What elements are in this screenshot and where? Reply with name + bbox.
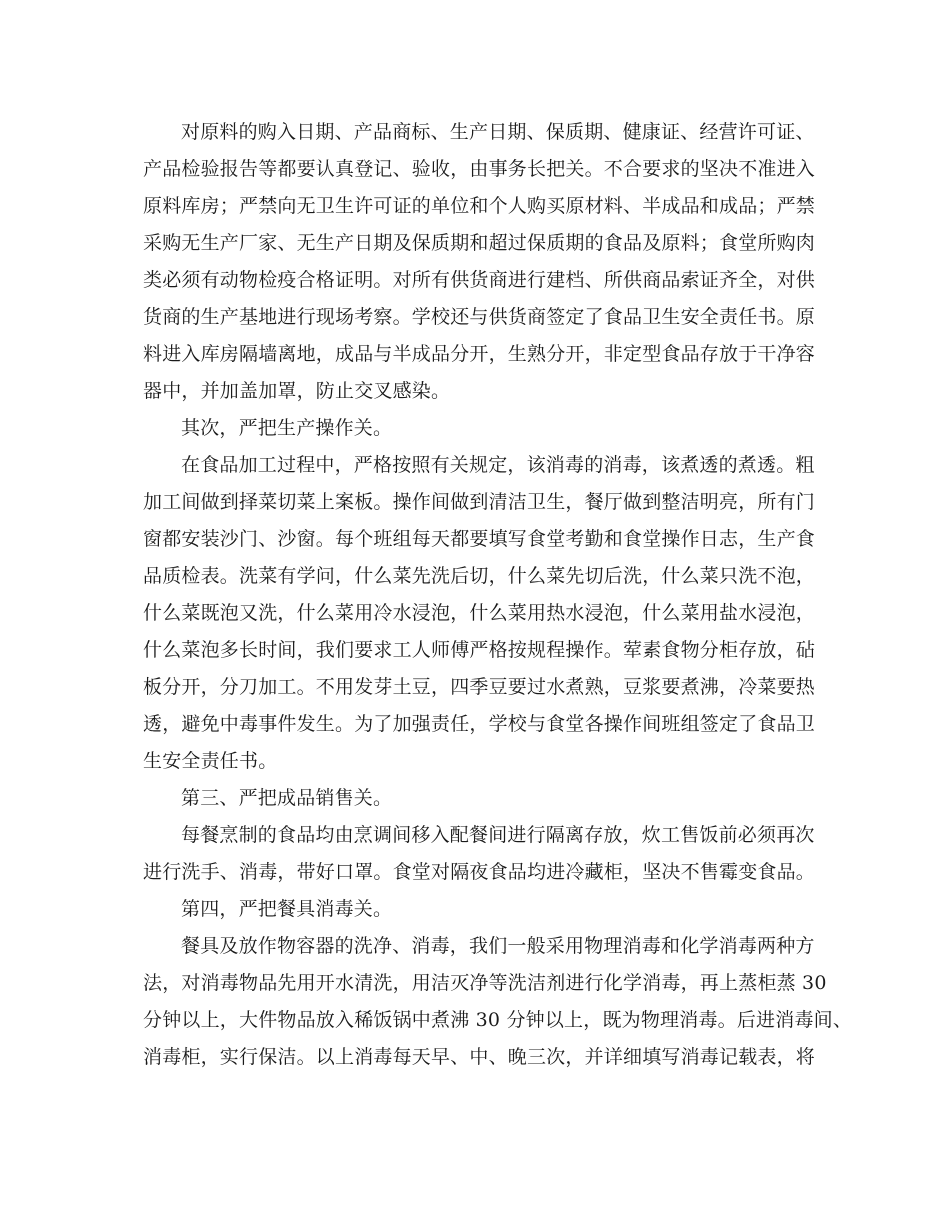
paragraph-line: 生安全责任书。 (143, 750, 278, 772)
paragraph-line: 什么菜泡多长时间，我们要求工人师傅严格按规程操作。荤素食物分柜存放，砧 (143, 639, 816, 661)
paragraph-line: 品质检表。洗菜有学问，什么菜先洗后切，什么菜先切后洗，什么菜只洗不泡， (143, 565, 816, 587)
section-heading: 第三、严把成品销售关。 (181, 787, 393, 809)
paragraph-line: 加工间做到择菜切菜上案板。操作间做到清洁卫生，餐厅做到整洁明亮，所有门 (143, 491, 816, 513)
paragraph-line: 产品检验报告等都要认真登记、验收，由事务长把关。不合要求的坚决不准进入 (143, 158, 816, 180)
paragraph-line: 在食品加工过程中，严格按照有关规定，该消毒的消毒，该煮透的煮透。粗 (181, 454, 815, 476)
paragraph-line: 进行洗手、消毒，带好口罩。食堂对隔夜食品均进冷藏柜，坚决不售霉变食品。 (143, 861, 816, 883)
section-heading: 其次，严把生产操作关。 (181, 417, 393, 439)
paragraph-line: 对原料的购入日期、产品商标、生产日期、保质期、健康证、经营许可证、 (181, 121, 815, 143)
paragraph-line: 类必须有动物检疫合格证明。对所有供货商进行建档、所供商品索证齐全，对供 (143, 269, 816, 291)
paragraph-line: 原料库房；严禁向无卫生许可证的单位和个人购买原材料、半成品和成品；严禁 (143, 195, 816, 217)
paragraph-line: 料进入库房隔墙离地，成品与半成品分开，生熟分开，非定型食品存放于干净容 (143, 343, 816, 365)
paragraph-line: 窗都安装沙门、沙窗。每个班组每天都要填写食堂考勤和食堂操作日志，生产食 (143, 528, 816, 550)
paragraph-line: 法，对消毒物品先用开水清洗，用洁灭净等洗洁剂进行化学消毒，再上蒸柜蒸 30 (143, 972, 827, 994)
paragraph-line: 消毒柜，实行保洁。以上消毒每天早、中、晚三次，并详细填写消毒记载表，将 (143, 1046, 816, 1068)
paragraph-line: 板分开，分刀加工。不用发芽土豆，四季豆要过水煮熟，豆浆要煮沸，冷菜要热 (143, 676, 816, 698)
paragraph-line: 每餐烹制的食品均由烹调间移入配餐间进行隔离存放，炊工售饭前必须再次 (181, 824, 815, 846)
paragraph-line: 分钟以上，大件物品放入稀饭锅中煮沸 30 分钟以上，既为物理消毒。后进消毒间、 (143, 1009, 853, 1031)
section-heading: 第四，严把餐具消毒关。 (181, 898, 393, 920)
paragraph-line: 货商的生产基地进行现场考察。学校还与供货商签定了食品卫生安全责任书。原 (143, 306, 816, 328)
paragraph-line: 透，避免中毒事件发生。为了加强责任，学校与食堂各操作间班组签定了食品卫 (143, 713, 816, 735)
paragraph-line: 餐具及放作物容器的洗净、消毒，我们一般采用物理消毒和化学消毒两种方 (181, 935, 815, 957)
paragraph-line: 器中，并加盖加罩，防止交叉感染。 (143, 380, 451, 402)
paragraph-line: 什么菜既泡又洗，什么菜用冷水浸泡，什么菜用热水浸泡，什么菜用盐水浸泡， (143, 602, 816, 624)
paragraph-line: 采购无生产厂家、无生产日期及保质期和超过保质期的食品及原料；食堂所购肉 (143, 232, 816, 254)
